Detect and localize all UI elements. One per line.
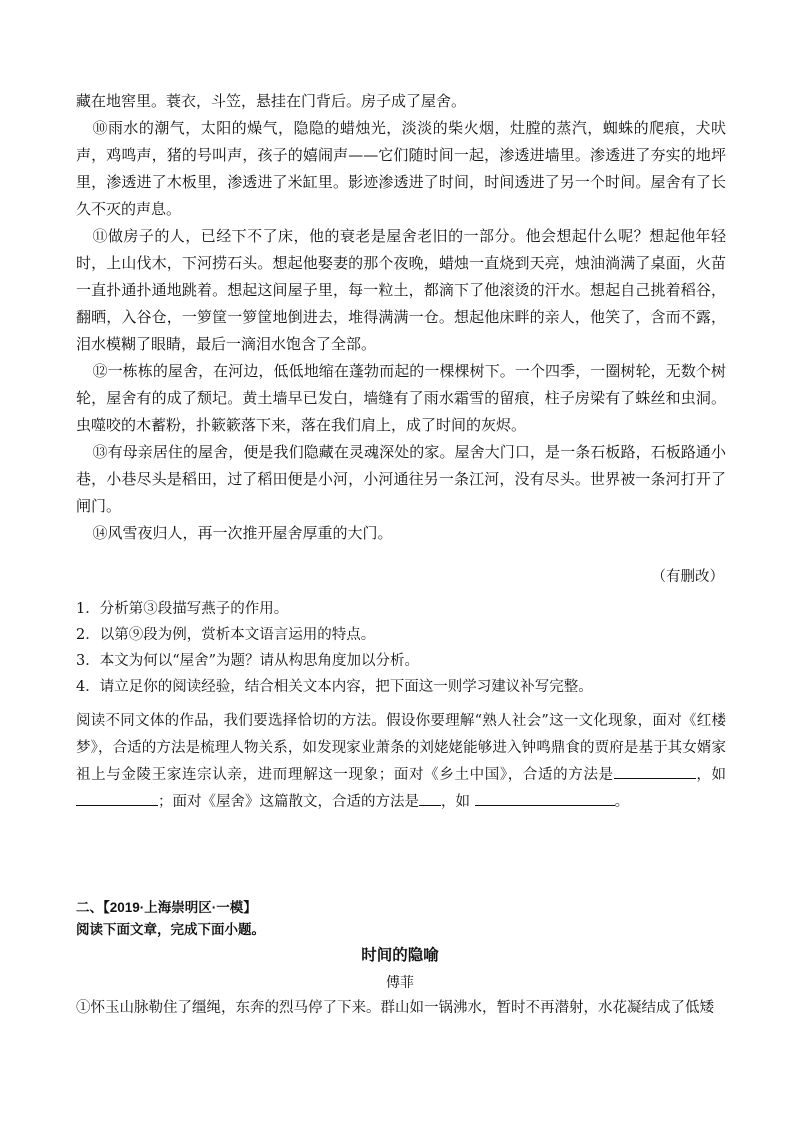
question-list <box>76 596 726 700</box>
suggestion-paragraph <box>76 708 726 816</box>
answer-blank-example-2[interactable] <box>475 791 615 806</box>
paragraph-continued: 藏在地窖里。蓑衣，斗笠，悬挂在门背后。房子成了屋舍。 <box>76 92 467 110</box>
section-2-instruction: 阅读下面文章，完成下面小题。 <box>76 922 265 937</box>
article-title: 时间的隐喻 <box>361 947 439 964</box>
source-note: （有删改） <box>651 569 724 585</box>
study-suggestion <box>76 708 726 816</box>
suggestion-text-main: 阅读不同文体的作品，我们要选择恰切的方法。假设你要理解“熟人社会”这一文化现象，面对《红楼梦》，合适的方法是梳理人物关系，如发现家业萧条的刘姥姥能够进入钟鸣鼎食的贾府是基于其女婿家祖上与金陵王家连宗认亲，进而理解这一现象；面对《乡土中国》，合适的方法是 <box>76 713 726 783</box>
question-4: 4．请立足你的阅读经验，结合相关文本内容，把下面这一则学习建议补写完整。 <box>76 679 593 695</box>
article-author: 傅菲 <box>386 975 414 991</box>
answer-blank-method-1[interactable] <box>614 764 696 779</box>
paragraph-10: ⑩雨水的潮气，太阳的燥气，隐隐的蜡烛光，淡淡的柴火烟，灶膛的蒸汽，蜘蛛的爬痕，犬吠声，鸡鸣声，猪的号叫声，孩子的嬉闹声——它们随时间一起，渗透进墙里。渗透进了夯实的地坪里，渗透进了木板里，渗透进了米缸里。影迹渗透进了时间，时间透进了另一个时间。屋舍有了长久不灭的声息。 <box>76 119 726 218</box>
question-1: 1．分析第③段描写燕子的作用。 <box>76 601 289 617</box>
paragraph-14: ⑭风雪夜归人，再一次推开屋舍厚重的大门。 <box>92 524 393 542</box>
suggestion-text-ru-1: ，如 <box>695 767 727 783</box>
section-2-heading <box>76 897 736 941</box>
article-paragraph-1: ①怀玉山脉勒住了缰绳，东奔的烈马停了下来。群山如一锅沸水，暂时不再潜射，水花凝结成了低矮 <box>76 1000 714 1016</box>
passage-body <box>76 88 726 547</box>
question-2: 2．以第⑨段为例，赏析本文语言运用的特点。 <box>76 627 376 643</box>
suggestion-text-end: 。 <box>614 794 630 810</box>
answer-blank-example-1[interactable] <box>76 791 158 806</box>
suggestion-text-ru-2: ，如 <box>441 794 475 810</box>
paragraph-12: ⑫一栋栋的屋舍，在河边，低低地缩在蓬勃而起的一棵棵树下。一个四季，一圈树轮，无数个树轮，屋舍有的成了颓圮。黄土墙早已发白，墙缝有了雨水霜雪的留痕，柱子房梁有了蛛丝和虫洞。虫噬咬的木蓄粉，扑簌簌落下来，落在我们肩上，成了时间的灰烬。 <box>76 362 726 434</box>
section-2-header: 二、【2019·上海崇明区·一模】 <box>76 900 257 915</box>
question-3: 3．本文为何以“屋舍”为题？请从构思角度加以分析。 <box>76 653 420 669</box>
suggestion-text-mid: ；面对《屋舍》这篇散文，合适的方法是 <box>158 794 419 810</box>
answer-blank-method-2[interactable] <box>419 791 441 806</box>
paragraph-11: ⑪做房子的人，已经下不了床，他的衰老是屋舍老旧的一部分。他会想起什么呢？想起他年轻时，上山伐木，下河捞石头。想起他娶妻的那个夜晚，蜡烛一直烧到天亮，烛油淌满了桌面，火苗一直扑通扑通地跳着。想起这间屋子里，每一粒土，都滴下了他滚烫的汗水。想起自己挑着稻谷，翻晒，入谷仓，一箩筐一箩筐地倒进去，堆得满满一仓。想起他床畔的亲人，他笑了，含而不露，泪水模糊了眼睛，最后一滴泪水饱含了全部。 <box>76 227 726 353</box>
paragraph-13: ⑬有母亲居住的屋舍，便是我们隐藏在灵魂深处的家。屋舍大门口，是一条石板路，石板路通小巷，小巷尽头是稻田，过了稻田便是小河，小河通往另一条江河，没有尽头。世界被一条河打开了闸门。 <box>76 443 726 515</box>
